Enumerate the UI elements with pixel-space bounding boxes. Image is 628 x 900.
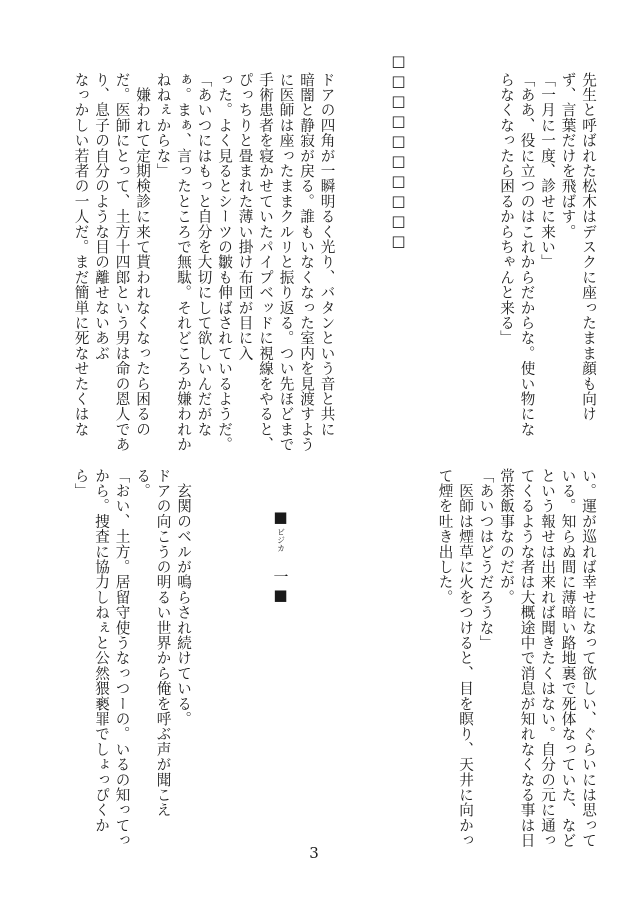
text-line: 医師は煙草に火をつけると、目を瞑り、天井に向かっ — [457, 468, 474, 848]
text-line: ぁ。まぁ、言ったところで無駄。それどころか嫌われか — [175, 72, 192, 452]
text-line: 「おい、土方。居留守使うなっつーの。いるの知ってっ — [113, 468, 131, 848]
text-block-bottom-right — [434, 468, 598, 848]
text-line: てくるような者は大概途中で消息が知れなくなる事は日 — [518, 468, 536, 848]
text-line: 暗闇と静寂が戻る。誰もいなくなった室内を見渡すよう — [298, 72, 315, 452]
page-number: 3 — [309, 844, 319, 862]
text-line: ドアの四角が一瞬明るく光り、バタンという音と共に — [318, 72, 336, 437]
text-line: 「あいつはどうだろうな」 — [477, 468, 495, 651]
text-line: る。 — [134, 468, 151, 499]
text-line: て煙を吐き出した。 — [436, 468, 454, 605]
text-line: ぴっちりと畳まれた薄い掛け布団が目に入 — [236, 72, 254, 361]
text-line: という報せは出来れば聞きたくはない。自分の元に通っ — [539, 468, 556, 848]
text-block-top-right — [496, 72, 599, 437]
text-line: 「あいつにはもっと自分を大切にして欲しいんだがな — [195, 72, 213, 437]
text-line: らなくなったら困るからちゃんと来る」 — [498, 72, 515, 346]
text-line: に医師は座ったままクルリと振り返る。つい先ほどまで — [277, 72, 295, 452]
text-line: った。よく見るとシーツの皺も伸ばされているようだ。 — [216, 72, 233, 452]
text-line: い。運が巡れば幸せになって欲しい、ぐらいには思って — [580, 468, 597, 848]
text-line: ドアの向こうの明るい世界から俺を呼ぶ声が聞こえ — [154, 468, 172, 818]
text-line: 玄関のベルが鳴らされ続けている。 — [175, 468, 192, 727]
text-line: 先生と呼ばれた松木はデスクに座ったまま顔も向け — [580, 72, 597, 422]
separator-text: □□□□□□□□□□ — [389, 52, 408, 252]
text-block-top-left — [70, 72, 337, 452]
heading-number: 一 — [271, 569, 290, 586]
text-line: なっかしい若者の一人だ。まだ簡単に死なせたくはな — [72, 72, 90, 437]
text-line: ず、言葉だけを飛ばす。 — [559, 72, 577, 240]
text-line: から。捜査に協力しねぇと公然猥褻罪でしょっぴくか — [93, 468, 110, 833]
heading-title: ビジカ — [276, 528, 286, 552]
text-line: だ。医師にとって、土方十四郎という男は命の恩人であ — [113, 72, 131, 452]
text-line: り、息子の自分のような目の離せないあぶ — [93, 72, 110, 361]
text-line: 「ああ、役に立つのはこれからだからな。使い物にな — [518, 72, 536, 437]
section-heading-text — [270, 508, 291, 606]
text-line: 嫌われて定期検診に来て貰われなくなったら困るの — [134, 72, 151, 437]
text-line: ねねぇからな」 — [154, 72, 172, 179]
heading-end-marker: ■ — [271, 586, 290, 606]
section-heading — [270, 508, 291, 606]
text-block-bottom-left — [70, 468, 193, 848]
scene-separator — [388, 52, 409, 252]
heading-marker: ■ — [271, 508, 290, 528]
text-line: 手術患者を寝かせていたパイプベッドに視線をやると、 — [257, 72, 274, 452]
text-line: 常茶飯事なのだが。 — [498, 468, 515, 605]
text-line: いる。知らぬ間に薄暗い路地裏で死体なっていた、など — [559, 468, 577, 848]
text-line: 「一月に一度、診せに来い」 — [539, 72, 556, 270]
text-line: ら」 — [72, 468, 90, 499]
